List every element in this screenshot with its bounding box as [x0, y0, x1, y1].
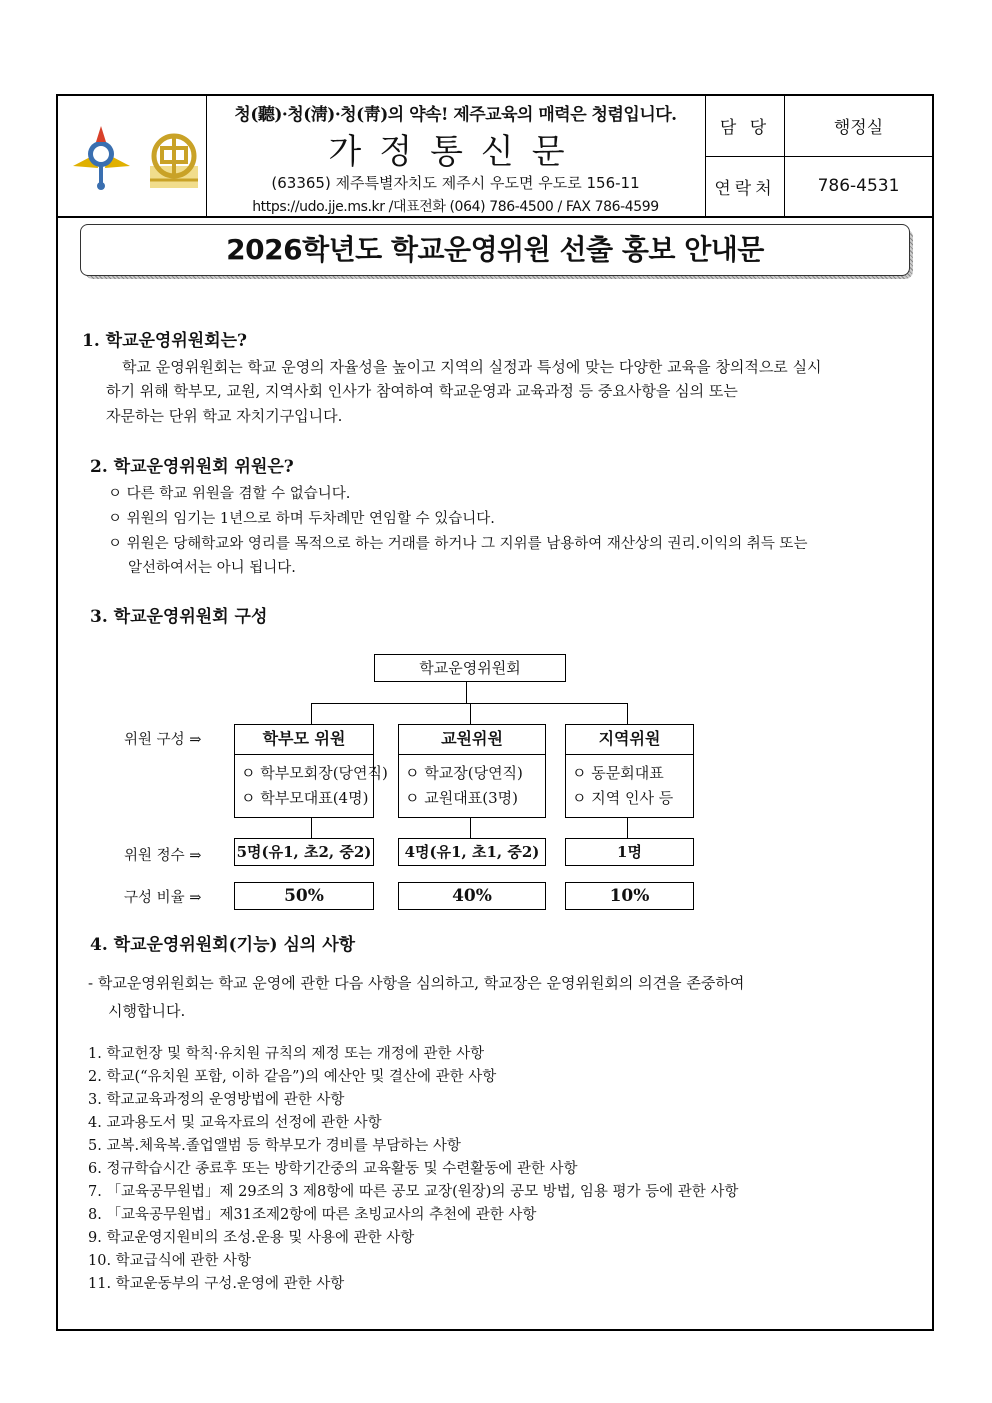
- section2-item: ㅇ 다른 학교 위원을 겸할 수 없습니다.: [108, 486, 351, 502]
- table-row: [706, 156, 933, 216]
- school-address: (63365) 제주특별자치도 제주시 우도면 우도로 156-11: [271, 174, 640, 192]
- logos: [58, 96, 207, 216]
- ratio-box-teachers: [398, 882, 546, 910]
- group-count: 4명(유1, 초1, 중2): [404, 843, 540, 861]
- group-member: ㅇ 지역 인사 등: [572, 789, 674, 807]
- group-count: 1명: [617, 843, 642, 861]
- connector: [470, 703, 471, 725]
- section2-item: 알선하여서는 아니 됩니다.: [128, 560, 296, 576]
- section4-item: 8. 「교육공무원법」제31조제2항에 따른 초빙교사의 추천에 관한 사항: [88, 1207, 537, 1223]
- connector: [466, 682, 467, 704]
- section4-item: 1. 학교헌장 및 학칙·유치원 규칙의 제정 또는 개정에 관한 사항: [88, 1046, 485, 1062]
- section4-intro: 시행합니다.: [108, 1002, 186, 1020]
- org-root-label: 학교운영위원회: [419, 659, 521, 677]
- group-name: 교원위원: [399, 725, 545, 755]
- group-name: 학부모 위원: [235, 725, 373, 755]
- title-banner: 2026학년도 학교운영위원 선출 홍보 안내문: [80, 224, 910, 276]
- section4-item: 3. 학교교육과정의 운영방법에 관한 사항: [88, 1092, 345, 1108]
- count-box-parents: [234, 838, 374, 866]
- section4-item: 11. 학교운동부의 구성.운영에 관한 사항: [88, 1276, 345, 1292]
- header: [58, 96, 932, 218]
- group-ratio: 40%: [452, 886, 492, 906]
- connector: [311, 703, 627, 704]
- section4-item: 2. 학교(“유치원 포함, 이하 같음”)의 예산안 및 결산에 관한 사항: [88, 1069, 497, 1085]
- group-name: 지역위원: [566, 725, 693, 755]
- row-label-ratio: 구성 비율 ⇒: [124, 890, 202, 906]
- group-ratio: 50%: [284, 886, 324, 906]
- group-member: ㅇ 학부모대표(4명): [241, 789, 369, 807]
- group-box-community: [565, 724, 694, 818]
- connector: [311, 703, 312, 725]
- ratio-box-parents: [234, 882, 374, 910]
- group-ratio: 10%: [609, 886, 650, 906]
- section4-item: 9. 학교운영지원비의 조성.운용 및 사용에 관한 사항: [88, 1230, 415, 1246]
- office-emblem-icon: [150, 136, 198, 188]
- table-row: [706, 96, 933, 156]
- school-emblem-icon: [73, 126, 130, 190]
- school-contact-line: https://udo.jje.ms.kr /대표전화 (064) 786-4500 / FAX 786-4599: [252, 199, 659, 215]
- section2-heading: 2. 학교운영위원회 위원은?: [90, 457, 294, 477]
- connector: [311, 818, 312, 838]
- section1-line: 학교 운영위원회는 학교 운영의 자율성을 높이고 지역의 실정과 특성에 맞는 다양한 교육을 창의적으로 실시: [122, 358, 822, 376]
- paper-title: 가정통신문: [328, 132, 583, 172]
- row-label-composition: 위원 구성 ⇒: [124, 732, 202, 748]
- group-member: ㅇ 학부모회장(당연직): [241, 764, 388, 782]
- group-box-teachers: [398, 724, 546, 818]
- connector: [627, 818, 628, 838]
- count-box-teachers: [398, 838, 546, 866]
- header-center: [207, 96, 704, 216]
- section1-heading: 1. 학교운영위원회는?: [82, 331, 248, 351]
- section3-heading: 3. 학교운영위원회 구성: [90, 607, 268, 627]
- row-label-count: 위원 정수 ⇒: [124, 848, 202, 864]
- section1-line: 하기 위해 학부모, 교원, 지역사회 인사가 참여하여 학교운영과 교육과정 등 중요사항을 심의 또는: [106, 382, 738, 400]
- ratio-box-community: [565, 882, 694, 910]
- section4-item: 10. 학교급식에 관한 사항: [88, 1253, 251, 1269]
- group-member: ㅇ 학교장(당연직): [405, 764, 523, 782]
- school-logos: [58, 96, 206, 216]
- group-count: 5명(유1, 초2, 중2): [236, 843, 372, 861]
- group-member: ㅇ 교원대표(3명): [405, 789, 518, 807]
- section2-item: ㅇ 위원은 당해학교와 영리를 목적으로 하는 거래를 하거나 그 지위를 남용하여 재산상의 권리.이익의 취득 또는: [108, 536, 808, 552]
- section4-item: 5. 교복.체육복.졸업앨범 등 학부모가 경비를 부담하는 사항: [88, 1138, 461, 1154]
- section1-line: 자문하는 단위 학교 자치기구입니다.: [106, 407, 343, 425]
- manager-label: 담 당: [706, 96, 785, 156]
- section4-item: 6. 정규학습시간 종료후 또는 방학기간중의 교육활동 및 수련활동에 관한 사항: [88, 1161, 578, 1177]
- connector: [470, 818, 471, 838]
- org-root-box: [374, 654, 566, 682]
- newsletter-frame: [56, 94, 934, 1331]
- manager-value: 행정실: [785, 96, 933, 156]
- contact-label: 연락처: [706, 156, 785, 216]
- slogan: 청(聽)·청(淸)·청(靑)의 약속! 제주교육의 매력은 청렴입니다.: [234, 105, 677, 125]
- contact-value: 786-4531: [785, 156, 933, 216]
- section4-item: 4. 교과용도서 및 교육자료의 선정에 관한 사항: [88, 1115, 382, 1131]
- group-box-parents: [234, 724, 388, 818]
- section4-heading: 4. 학교운영위원회(기능) 심의 사항: [90, 935, 356, 955]
- count-box-community: [565, 838, 694, 866]
- group-member: ㅇ 동문회대표: [572, 764, 664, 782]
- contact-table: [705, 96, 932, 216]
- section4-item: 7. 「교육공무원법」제 29조의 3 제8항에 따른 공모 교장(원장)의 공모 방법, 임용 평가 등에 관한 사항: [88, 1184, 739, 1200]
- section2-item: ㅇ 위원의 임기는 1년으로 하며 두차례만 연임할 수 있습니다.: [108, 511, 495, 527]
- section4-intro: - 학교운영위원회는 학교 운영에 관한 다음 사항을 심의하고, 학교장은 운영위원회의 의견을 존중하여: [88, 974, 745, 992]
- connector: [627, 703, 628, 725]
